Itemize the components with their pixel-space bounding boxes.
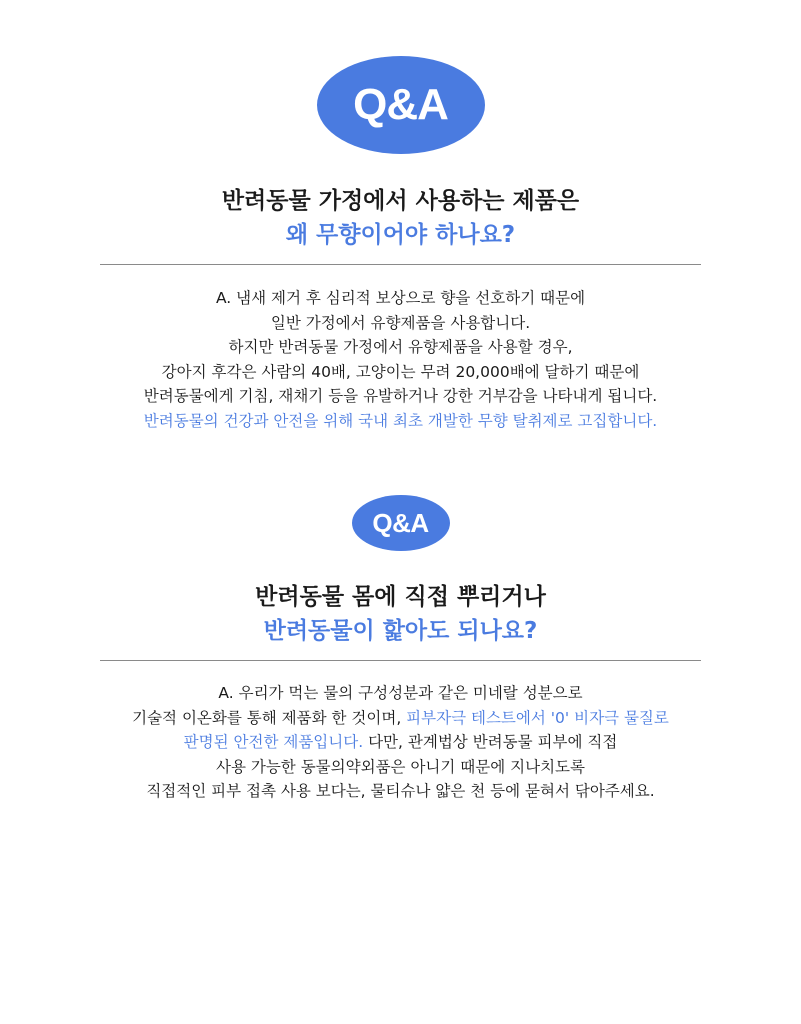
answer-1-line-4: 강아지 후각은 사람의 40배, 고양이는 무려 20,000배에 달하기 때문에 xyxy=(161,362,640,381)
qa-badge-1: Q&A xyxy=(317,56,485,154)
answer-2-line-4: 사용 가능한 동물의약외품은 아니기 때문에 지나치도록 xyxy=(215,757,585,776)
question-1-line-1: 반려동물 가정에서 사용하는 제품은 xyxy=(221,188,580,214)
divider-1 xyxy=(100,264,701,265)
question-2-line-2: 반려동물이 핥아도 되나요? xyxy=(263,618,538,644)
answer-1-line-2: 일반 가정에서 유향제품을 사용합니다. xyxy=(270,313,531,332)
question-1-line-2: 왜 무향이어야 하나요? xyxy=(285,222,516,248)
answer-2 xyxy=(0,681,801,804)
answer-1-line-1: A. 냄새 제거 후 심리적 보상으로 향을 선호하기 때문에 xyxy=(215,289,586,307)
answer-2-line-3-highlight: 판명된 안전한 제품입니다. xyxy=(183,733,364,752)
answer-1-line-5: 반려동물에게 기침, 재채기 등을 유발하거나 강한 거부감을 나타내게 됩니다. xyxy=(143,387,658,406)
answer-2-line-2-plain: 기술적 이온화를 통해 제품화 한 것이며, xyxy=(132,708,407,727)
answer-1 xyxy=(0,286,801,434)
answer-2-line-3 xyxy=(0,730,801,755)
answer-1-highlight: 반려동물의 건강과 안전을 위해 국내 최초 개발한 무향 탈취제로 고집합니다. xyxy=(143,411,658,430)
answer-2-line-2-highlight: 피부자극 테스트에서 '0' 비자극 물질로 xyxy=(406,708,669,727)
question-2 xyxy=(0,580,801,648)
answer-2-line-5: 직접적인 피부 접촉 사용 보다는, 물티슈나 얇은 천 등에 묻혀서 닦아주세요. xyxy=(146,782,655,801)
question-2-line-1: 반려동물 몸에 직접 뿌리거나 xyxy=(255,584,546,610)
answer-2-line-3-plain: 다만, 관계법상 반려동물 피부에 직접 xyxy=(363,733,618,752)
qa-badge-2: Q&A xyxy=(352,495,450,551)
answer-2-line-1: A. 우리가 먹는 물의 구성성분과 같은 미네랄 성분으로 xyxy=(218,684,583,702)
divider-2 xyxy=(100,660,701,661)
answer-2-line-2 xyxy=(0,706,801,731)
question-1 xyxy=(0,184,801,252)
answer-1-line-3: 하지만 반려동물 가정에서 유향제품을 사용할 경우, xyxy=(228,338,573,357)
